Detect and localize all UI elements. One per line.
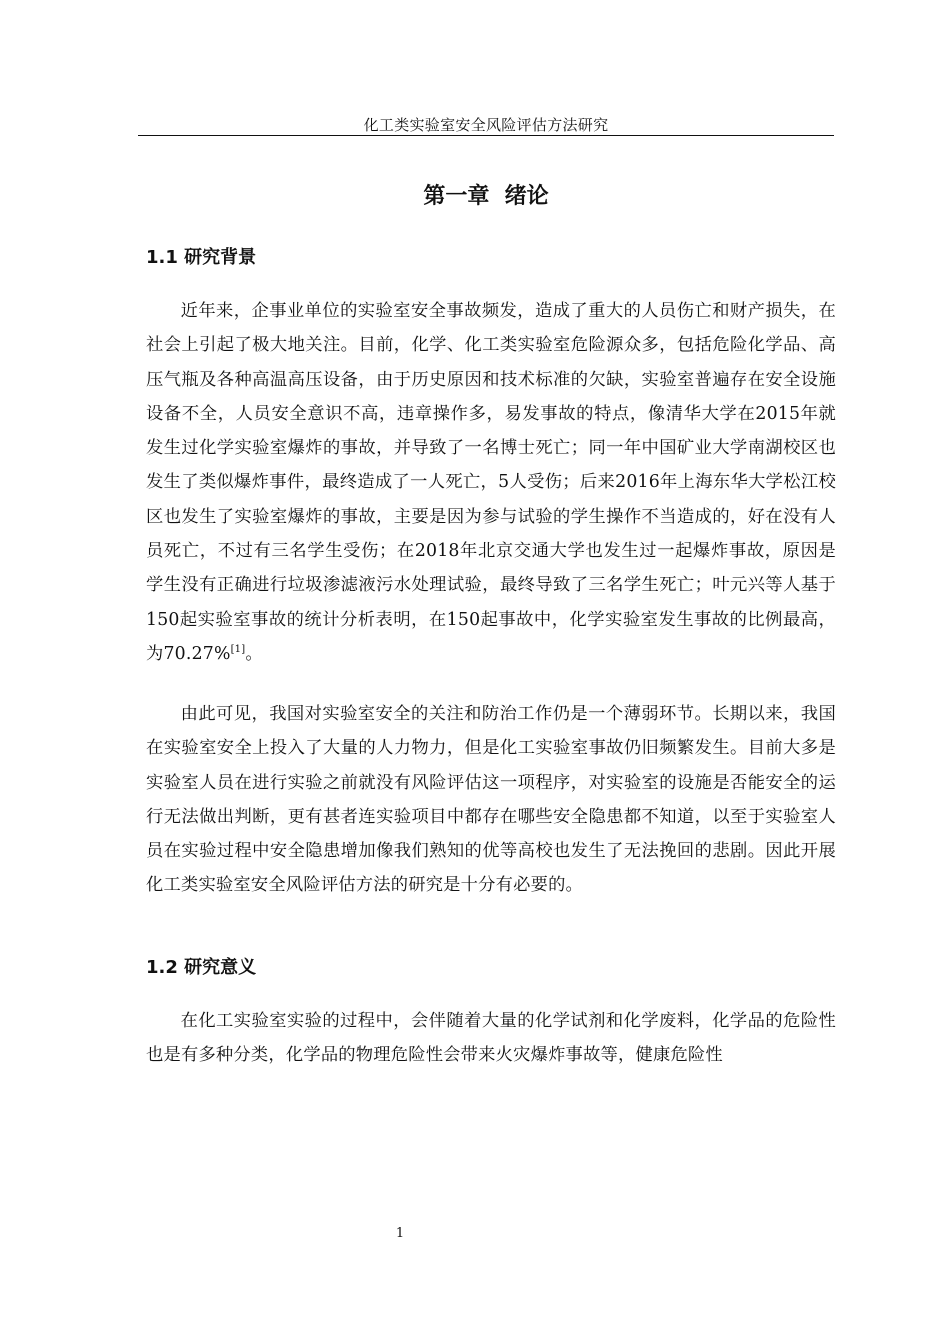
paragraph-background-2: 由此可见，我国对实验室安全的关注和防治工作仍是一个薄弱环节。长期以来，我国在实验室安全上投入了大量的人力物力，但是化工实验室事故仍旧频繁发生。目前大多是实验室人员在进行实验之前就没有风险评估这一项程序，对实验室的设施是否能安全的运行无法做出判断，更有甚者连实验项目中都存在哪些安全隐患都不知道，以至于实验室人员在实验过程中安全隐患增加像我们熟知的优等高校也发生了无法挽回的悲剧。因此开展化工类实验室安全风险评估方法的研究是十分有必要的。 (146, 704, 836, 896)
paragraph-tail: 。 (245, 643, 263, 664)
section-heading-background: 1.1 研究背景 (146, 247, 257, 268)
section-heading-significance: 1.2 研究意义 (146, 957, 257, 978)
paragraph-background-1 (146, 294, 836, 671)
page-number (0, 1226, 800, 1241)
paragraph-significance-1: 在化工实验室实验的过程中，会伴随着大量的化学试剂和化学废料，化学品的危险性也是有多种分类，化学品的物理危险性会带来火灾爆炸事故等，健康危险性 (146, 1011, 836, 1066)
paragraph-text: 近年来，企事业单位的实验室安全事故频发，造成了重大的人员伤亡和财产损失，在社会上引起了极大地关注。目前，化学、化工类实验室危险源众多，包括危险化学品、高压气瓶及各种高温高压设备，由于历史原因和技术标准的欠缺，实验室普遍存在安全设施设备不全，人员安全意识不高，违章操作多，易发事故的特点，像清华大学在2015年就发生过化学实验室爆炸的事故，并导致了一名博士死亡；同一年中国矿业大学南湖校区也发生了类似爆炸事件，最终造成了一人死亡，5人受伤；后来2016年上海东华大学松江校区也发生了实验室爆炸的事故，主要是因为参与试验的学生操作不当造成的，好在没有人员死亡，不过有三名学生受伤；在2018年北京交通大学也发生过一起爆炸事故，原因是学生没有正确进行垃圾渗滤液污水处理试验，最终导致了三名学生死亡；叶元兴等人基于150起实验室事故的统计分析表明，在150起事故中，化学实验室发生事故的比例最高，为70.27% (146, 301, 836, 664)
chapter-title: 第一章 绪论 (423, 184, 549, 209)
citation-reference[interactable]: [1] (230, 644, 246, 656)
running-header: 化工类实验室安全风险评估方法研究 (363, 116, 609, 134)
page-number-text: 1 (395, 1226, 405, 1241)
header-divider (138, 135, 834, 136)
